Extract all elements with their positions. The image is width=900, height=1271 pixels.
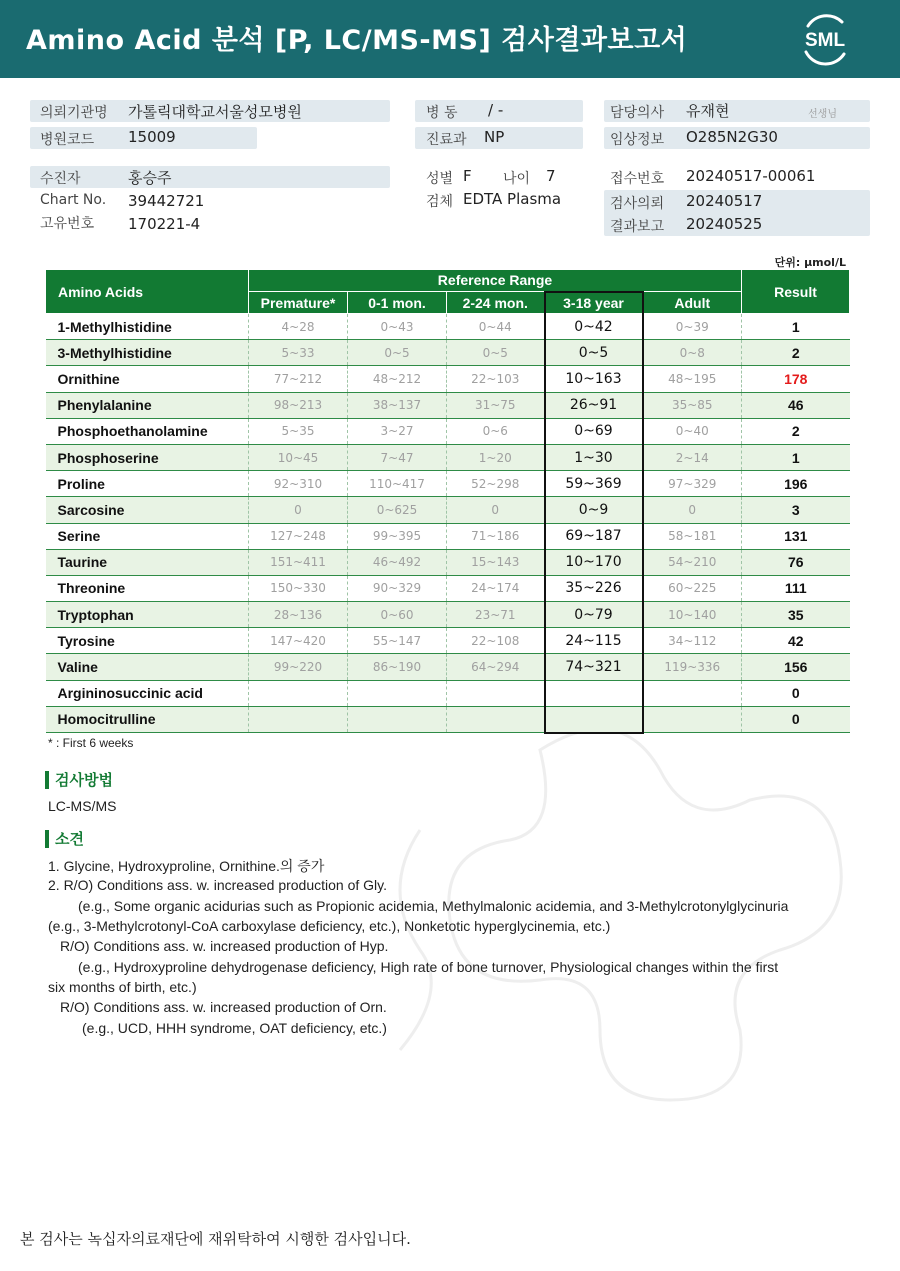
result-value: 111	[742, 575, 850, 601]
reference-range-cell: 5~33	[249, 340, 348, 366]
method-text: LC-MS/MS	[48, 798, 117, 814]
reference-range-cell	[348, 706, 447, 732]
department-label: 진료과	[426, 132, 467, 148]
amino-acid-name: Tryptophan	[46, 602, 249, 628]
reference-range-cell: 64~294	[447, 654, 545, 680]
reference-range-cell: 151~411	[249, 549, 348, 575]
reference-range-cell: 0~625	[348, 497, 447, 523]
reference-range-cell: 2~14	[643, 444, 742, 470]
amino-acid-name: Threonine	[46, 575, 249, 601]
reference-range-cell: 23~71	[447, 602, 545, 628]
reference-range-cell: 1~30	[545, 444, 643, 470]
col-2-24-mon: 2-24 mon.	[447, 292, 545, 314]
reference-range-cell: 0~40	[643, 418, 742, 444]
reference-range-cell: 71~186	[447, 523, 545, 549]
unique-label: 고유번호	[40, 216, 95, 232]
reference-range-cell: 86~190	[348, 654, 447, 680]
result-value: 1	[742, 314, 850, 340]
doctor-label: 담당의사	[610, 105, 665, 121]
result-value: 0	[742, 706, 850, 732]
reference-range-cell: 92~310	[249, 471, 348, 497]
findings-title: 소견	[45, 830, 84, 848]
reference-range-cell: 110~417	[348, 471, 447, 497]
reference-range-cell: 0~42	[545, 314, 643, 340]
amino-acid-name: Taurine	[46, 549, 249, 575]
reference-range-cell: 0~60	[348, 602, 447, 628]
reference-range-cell: 24~174	[447, 575, 545, 601]
col-adult: Adult	[643, 292, 742, 314]
table-footnote: * : First 6 weeks	[48, 736, 134, 750]
logo-text: SML	[804, 30, 846, 51]
reference-range-cell: 150~330	[249, 575, 348, 601]
table-row	[46, 497, 850, 523]
institution-label: 의뢰기관명	[40, 105, 108, 121]
reference-range-cell: 0~8	[643, 340, 742, 366]
reference-range-cell: 10~170	[545, 549, 643, 575]
reference-range-cell: 98~213	[249, 392, 348, 418]
amino-acid-name: Phosphoserine	[46, 444, 249, 470]
age-value: 7	[546, 167, 556, 185]
result-value: 42	[742, 628, 850, 654]
reference-range-cell: 4~28	[249, 314, 348, 340]
reference-range-cell	[643, 680, 742, 706]
col-0-1-mon: 0-1 mon.	[348, 292, 447, 314]
chart-value: 39442721	[128, 192, 205, 210]
amino-acid-name: Sarcosine	[46, 497, 249, 523]
ward-label: 병 동	[426, 105, 458, 121]
amino-acid-name: Argininosuccinic acid	[46, 680, 249, 706]
table-row	[46, 706, 850, 732]
amino-acid-name: Valine	[46, 654, 249, 680]
reference-range-cell: 48~212	[348, 366, 447, 392]
request-value: 20240517	[686, 192, 763, 210]
patient-value: 홍승주	[128, 169, 172, 187]
hospital-code-label: 병원코드	[40, 132, 95, 148]
reference-range-cell: 0~39	[643, 314, 742, 340]
table-row	[46, 654, 850, 680]
finding-line: (e.g., UCD, HHH syndrome, OAT deficiency, etc.)	[82, 1020, 387, 1036]
table-row	[46, 471, 850, 497]
amino-acid-name: Phosphoethanolamine	[46, 418, 249, 444]
reference-range-cell	[249, 706, 348, 732]
report-label: 결과보고	[610, 219, 665, 235]
reference-range-cell: 69~187	[545, 523, 643, 549]
report-value: 20240525	[686, 215, 763, 233]
reference-range-cell: 0~69	[545, 418, 643, 444]
reference-range-cell: 10~140	[643, 602, 742, 628]
reference-range-cell: 74~321	[545, 654, 643, 680]
reference-range-cell: 0~5	[348, 340, 447, 366]
table-row	[46, 680, 850, 706]
request-label: 검사의뢰	[610, 196, 665, 212]
reference-range-cell: 0	[249, 497, 348, 523]
reference-range-cell	[447, 706, 545, 732]
amino-acid-name: Tyrosine	[46, 628, 249, 654]
reference-range-cell: 0	[447, 497, 545, 523]
reference-range-cell: 0~9	[545, 497, 643, 523]
table-row	[46, 366, 850, 392]
reference-range-cell: 59~369	[545, 471, 643, 497]
reference-range-cell	[249, 680, 348, 706]
reference-range-cell: 24~115	[545, 628, 643, 654]
reference-range-cell: 3~27	[348, 418, 447, 444]
result-value: 3	[742, 497, 850, 523]
sml-logo	[796, 12, 854, 66]
reference-range-cell: 1~20	[447, 444, 545, 470]
amino-acid-name: Ornithine	[46, 366, 249, 392]
table-body	[46, 314, 850, 733]
finding-line: R/O) Conditions ass. w. increased production of Hyp.	[60, 938, 389, 954]
reference-range-cell: 5~35	[249, 418, 348, 444]
table-row	[46, 575, 850, 601]
reference-range-cell: 0~5	[447, 340, 545, 366]
department-value: NP	[484, 128, 505, 146]
reference-range-cell: 28~136	[249, 602, 348, 628]
result-value: 156	[742, 654, 850, 680]
table-row	[46, 549, 850, 575]
receipt-value: 20240517-00061	[686, 167, 816, 185]
unique-value: 170221-4	[128, 215, 201, 233]
footer-note: 본 검사는 녹십자의료재단에 재위탁하여 시행한 검사입니다.	[20, 1230, 411, 1248]
finding-line: (e.g., 3-Methylcrotonyl-CoA carboxylase deficiency, etc.), Nonketotic hyperglycinemia, etc.)	[48, 918, 611, 934]
unit-label: 단위: μmol/L	[774, 256, 846, 269]
reference-range-cell: 0~6	[447, 418, 545, 444]
reference-range-cell: 0~43	[348, 314, 447, 340]
result-value: 2	[742, 418, 850, 444]
method-title: 검사방법	[45, 771, 113, 789]
amino-acid-name: 1-Methylhistidine	[46, 314, 249, 340]
doctor-value: 유재현	[686, 102, 730, 120]
sex-label: 성별	[426, 171, 454, 187]
finding-line: six months of birth, etc.)	[48, 979, 197, 995]
age-label: 나이	[503, 171, 531, 187]
reference-range-cell: 0	[643, 497, 742, 523]
amino-acid-name: 3-Methylhistidine	[46, 340, 249, 366]
reference-range-cell: 10~163	[545, 366, 643, 392]
sex-value: F	[463, 167, 472, 185]
reference-range-cell: 99~395	[348, 523, 447, 549]
result-value: 35	[742, 602, 850, 628]
hospital-code-value: 15009	[128, 128, 176, 146]
reference-range-cell: 10~45	[249, 444, 348, 470]
table-row	[46, 602, 850, 628]
reference-range-cell	[348, 680, 447, 706]
result-value: 76	[742, 549, 850, 575]
reference-range-cell: 35~226	[545, 575, 643, 601]
result-value: 1	[742, 444, 850, 470]
reference-range-cell	[447, 680, 545, 706]
reference-range-cell: 26~91	[545, 392, 643, 418]
finding-line: 2. R/O) Conditions ass. w. increased production of Gly.	[48, 877, 388, 893]
reference-range-cell: 55~147	[348, 628, 447, 654]
reference-range-cell: 15~143	[447, 549, 545, 575]
result-value: 131	[742, 523, 850, 549]
doctor-suffix: 선생님	[808, 109, 837, 120]
reference-range-cell: 90~329	[348, 575, 447, 601]
reference-range-cell: 38~137	[348, 392, 447, 418]
specimen-label: 검체	[426, 194, 454, 210]
reference-range-cell: 52~298	[447, 471, 545, 497]
reference-range-cell: 99~220	[249, 654, 348, 680]
amino-acid-name: Serine	[46, 523, 249, 549]
col-3-18-year: 3-18 year	[545, 292, 643, 314]
specimen-value: EDTA Plasma	[463, 190, 562, 208]
amino-acid-table	[45, 269, 850, 734]
reference-range-cell	[545, 680, 643, 706]
result-value: 0	[742, 680, 850, 706]
reference-range-cell: 22~103	[447, 366, 545, 392]
report-title: Amino Acid 분석 [P, LC/MS-MS] 검사결과보고서	[26, 25, 688, 56]
table-row	[46, 628, 850, 654]
result-value: 2	[742, 340, 850, 366]
chart-label: Chart No.	[40, 192, 107, 208]
reference-range-cell: 22~108	[447, 628, 545, 654]
result-value: 178	[742, 366, 850, 392]
report-header	[0, 0, 900, 78]
patient-label: 수진자	[40, 171, 81, 187]
receipt-label: 접수번호	[610, 171, 665, 187]
reference-range-cell: 58~181	[643, 523, 742, 549]
institution-value: 가톨릭대학교서울성모병원	[128, 103, 302, 121]
reference-range-cell: 48~195	[643, 366, 742, 392]
finding-line: 1. Glycine, Hydroxyproline, Ornithine.의 증가	[48, 858, 325, 874]
table-row	[46, 444, 850, 470]
amino-acid-name: Phenylalanine	[46, 392, 249, 418]
col-reference-range: Reference Range	[249, 270, 742, 292]
finding-line: (e.g., Hydroxyproline dehydrogenase deficiency, High rate of bone turnover, Physiological changes within the first	[78, 959, 779, 975]
finding-line: (e.g., Some organic acidurias such as Propionic acidemia, Methylmalonic acidemia, and 3-Methylcrotonylglycinuria	[78, 898, 789, 914]
table-row	[46, 314, 850, 340]
table-row	[46, 392, 850, 418]
amino-acid-name: Homocitrulline	[46, 706, 249, 732]
reference-range-cell: 127~248	[249, 523, 348, 549]
finding-line: R/O) Conditions ass. w. increased production of Orn.	[60, 999, 387, 1015]
ward-value: / -	[488, 101, 504, 119]
reference-range-cell: 0~79	[545, 602, 643, 628]
reference-range-cell: 54~210	[643, 549, 742, 575]
result-value: 196	[742, 471, 850, 497]
reference-range-cell: 34~112	[643, 628, 742, 654]
reference-range-cell: 0~44	[447, 314, 545, 340]
reference-range-cell: 147~420	[249, 628, 348, 654]
reference-range-cell: 77~212	[249, 366, 348, 392]
clinical-info-label: 임상정보	[610, 132, 665, 148]
reference-range-cell: 119~336	[643, 654, 742, 680]
col-premature: Premature*	[249, 292, 348, 314]
table-row	[46, 340, 850, 366]
reference-range-cell: 60~225	[643, 575, 742, 601]
info-bar-patient	[30, 166, 390, 188]
reference-range-cell	[643, 706, 742, 732]
reference-range-cell: 31~75	[447, 392, 545, 418]
reference-range-cell: 97~329	[643, 471, 742, 497]
result-value: 46	[742, 392, 850, 418]
col-result: Result	[742, 270, 850, 314]
col-amino-acids: Amino Acids	[46, 270, 249, 314]
reference-range-cell: 7~47	[348, 444, 447, 470]
amino-acid-name: Proline	[46, 471, 249, 497]
reference-range-cell: 0~5	[545, 340, 643, 366]
table-row	[46, 418, 850, 444]
clinical-info-value: O285N2G30	[686, 128, 778, 146]
table-row	[46, 523, 850, 549]
reference-range-cell: 46~492	[348, 549, 447, 575]
reference-range-cell	[545, 706, 643, 732]
reference-range-cell: 35~85	[643, 392, 742, 418]
